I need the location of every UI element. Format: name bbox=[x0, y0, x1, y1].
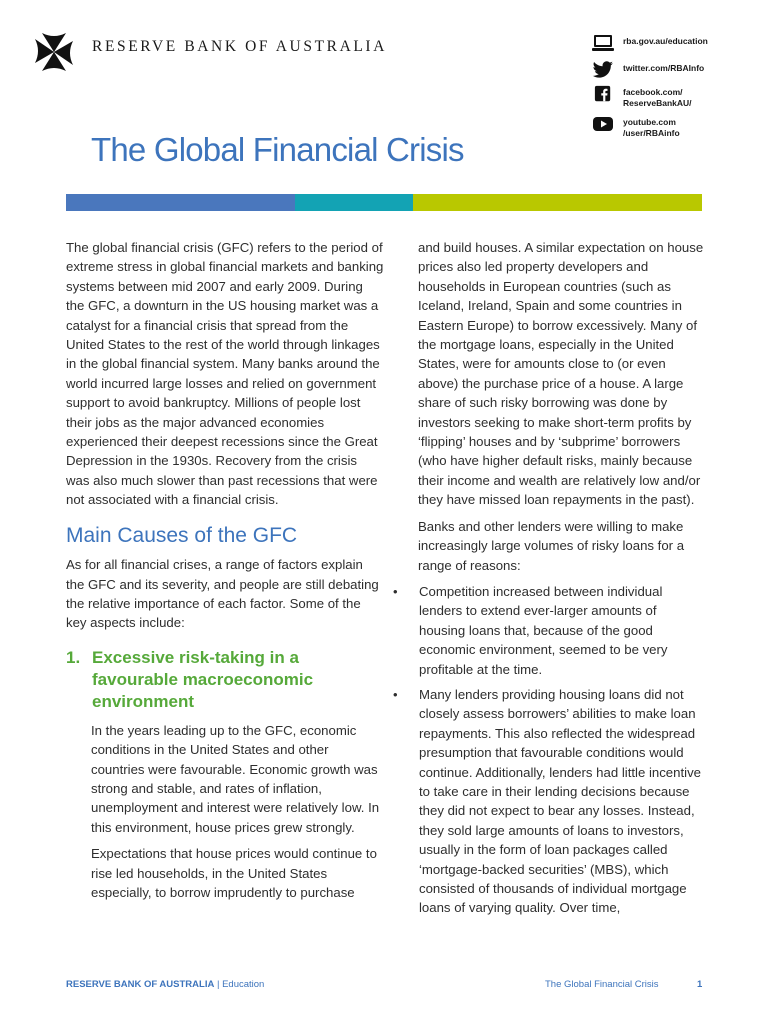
bullet-marker: • bbox=[393, 686, 398, 702]
subsection-title: Excessive risk-taking in a favourable macroeconomic environment bbox=[92, 647, 314, 711]
subsection-number: 1. bbox=[66, 647, 81, 667]
footer-brand-name: RESERVE BANK OF AUSTRALIA bbox=[66, 979, 215, 990]
page-header bbox=[0, 0, 768, 140]
contact-line2: ReserveBankAU/ bbox=[623, 98, 692, 108]
contact-line2: /user/RBAinfo bbox=[623, 128, 680, 138]
intro-paragraph: The global financial crisis (GFC) refers to the period of extreme stress in global financial markets and banking systems between mid 2007 and early 2009. During the GFC, a downturn in the US housing market was a catalyst for a financial crisis that spread from the United States to the rest of the world through linkages in the global financial system. Many banks around the world incurred large losses and relied on government support to avoid bankruptcy. Millions of people lost their jobs as the major advanced economies experienced their deepest recessions since the Great Depression in the 1930s. Recovery from the crisis was also much slower than past recessions that were not associated with a financial crisis. bbox=[66, 240, 384, 508]
left-column bbox=[66, 238, 384, 909]
contact-line1: facebook.com/ bbox=[623, 87, 683, 97]
subsection-paragraph: In the years leading up to the GFC, economic conditions in the United States and other countries were favourable. Economic growth was strong and stable, and rates of inflation, unemployment and interest were relatively low. In this environment, house prices grew strongly. bbox=[91, 722, 380, 835]
right-column bbox=[393, 238, 706, 924]
footer-doc-title: The Global Financial Crisis bbox=[545, 979, 659, 990]
bullet-marker: • bbox=[393, 583, 398, 599]
subsection-heading bbox=[66, 647, 384, 713]
bullet-list bbox=[391, 582, 706, 918]
list-item-text: Competition increased between individual lenders to extend ever-larger amounts of housing loans that, because of the good economic environment, seemed to be very profitable at the time. bbox=[419, 583, 668, 677]
page-number: 1 bbox=[697, 979, 703, 990]
section-intro: As for all financial crises, a range of factors explain the GFC and its severity, and people are still debating the relative importance of each factor. Some of the key aspects include: bbox=[66, 557, 379, 631]
subsection-paragraph: Expectations that house prices would continue to rise led households, in the United States especially, to borrow imprudently to purchase bbox=[91, 846, 377, 900]
contact-line1: twitter.com/RBAInfo bbox=[623, 63, 705, 73]
twitter-icon bbox=[592, 61, 614, 79]
rba-logo-icon bbox=[32, 30, 76, 74]
list-item bbox=[391, 685, 706, 918]
color-bar-blue bbox=[66, 194, 295, 211]
list-item bbox=[391, 582, 706, 679]
color-bar-lime bbox=[413, 194, 702, 211]
facebook-icon bbox=[592, 85, 614, 103]
computer-icon bbox=[592, 34, 614, 52]
footer-brand bbox=[66, 979, 264, 990]
subsection-body bbox=[66, 721, 384, 903]
list-item-text: Many lenders providing housing loans did not closely assess borrowers’ abilities to make loan repayments. This also reflected the widespread presumption that favourable conditions would continue. Additionally, lenders had little incentive to take care in their lending decisions because they did not expect to bear any losses. Instead, they sold large amounts of loans to investors, usually in the form of loan packages called ‘mortgage-backed securities’ (MBS), which consisted of thousands of individual mortgage loans of varying quality. Over time, bbox=[419, 686, 701, 916]
body-paragraph: and build houses. A similar expectation on house prices also led property developers and households in European countries (such as Iceland, Ireland, Spain and some countries in Eastern Europe) to borrow excessively. Many of the mortgage loans, especially in the United States, were for amounts close to (or even above) the purchase price of a house. A large share of such risky borrowing was done by investors seeking to make short-term profits by ‘flipping’ houses and by ‘subprime’ borrowers (who have higher default risks, mainly because their income and wealth are relatively low and/or they have missed loan repayments in the past). bbox=[418, 240, 704, 508]
contact-line1: rba.gov.au/education bbox=[623, 36, 708, 46]
page-footer bbox=[0, 979, 768, 995]
color-bar-teal bbox=[295, 194, 413, 211]
footer-section: Education bbox=[222, 979, 265, 990]
section-heading: Main Causes of the GFC bbox=[66, 523, 298, 547]
page-title: The Global Financial Crisis bbox=[91, 131, 464, 168]
footer-separator: | bbox=[214, 979, 223, 990]
brand-name: RESERVE BANK OF AUSTRALIA bbox=[92, 38, 387, 55]
youtube-icon bbox=[592, 115, 614, 133]
contact-line1: youtube.com bbox=[623, 117, 676, 127]
body-paragraph: Banks and other lenders were willing to make increasingly large volumes of risky loans for a range of reasons: bbox=[418, 518, 685, 573]
